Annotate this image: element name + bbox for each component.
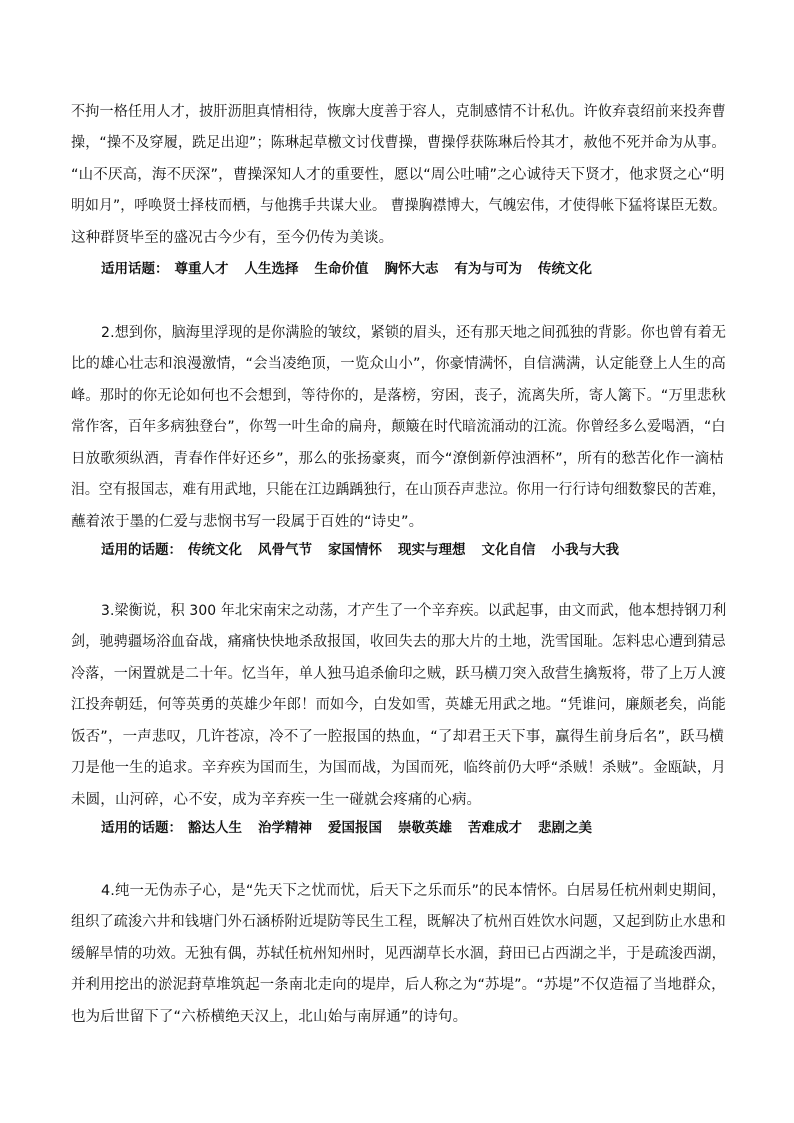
topic-label: 适用话题：: [101, 261, 169, 277]
text-line: 也为后世留下了“六桥横绝天汉上，北山始与南屏通”的诗句。: [71, 1009, 468, 1025]
text-line: 4.纯一无伪赤子心，是“先天下之忧而忧，后天下之乐而乐”的民本情怀。白居易任杭州刺史期间，: [101, 883, 727, 899]
topic-line: [101, 540, 635, 560]
topic-item: 悲剧之美: [538, 820, 592, 836]
text-line: 组织了疏浚六井和钱塘门外石涵桥附近堤防等民生工程，既解决了杭州百姓饮水问题，又起到防止水患和: [71, 914, 726, 930]
topic-item: 文化自信: [481, 542, 536, 558]
topic-item: 爱国报国: [328, 820, 382, 836]
text-line: 日放歌须纵酒，青春作伴好还乡”，那么的张扬豪爽，而今“潦倒新停浊酒杯”，所有的愁苦化作一滴枯: [71, 451, 724, 467]
text-line: 比的雄心壮志和浪漫激情，“会当凌绝顶，一览众山小”，你豪情满怀，自信满满，认定能登上人生的高: [71, 356, 726, 372]
text-line: 常作客，百年多病独登台”，你驾一叶生命的扁舟，颠簸在时代暗流涌动的江流。你曾经多么爱喝酒，“白: [71, 419, 726, 435]
topic-label: 适用的话题：: [101, 820, 182, 836]
topic-item: 治学精神: [258, 820, 312, 836]
topic-label: 适用的话题：: [101, 542, 182, 558]
topic-item: 风骨气节: [258, 542, 312, 558]
text-line: 剑，驰骋疆场浴血奋战，痛痛快快地杀敌报国，收回失去的那大片的土地，洗雪国耻。怎料忠心遭到猜忌: [71, 634, 726, 650]
topic-item: 家国情怀: [328, 542, 382, 558]
topic-item: 小我与大我: [551, 542, 619, 558]
text-line: 冷落，一闲置就是二十年。忆当年，单人独马追杀偷印之贼，跃马横刀突入敌营生擒叛将，带了上万人渡: [71, 666, 726, 682]
topic-item: 尊重人才: [174, 261, 229, 277]
text-line: 蘸着浓于墨的仁爱与悲悯书写一段属于百姓的“诗史”。: [71, 514, 424, 530]
topic-item: 豁达人生: [188, 820, 242, 836]
text-line: “山不厌高，海不厌深”，曹操深知人才的重要性，愿以“周公吐哺”之心诚待天下贤才，他求贤之心“明: [71, 167, 725, 183]
topic-line: [101, 259, 608, 279]
text-line: 峰。那时的你无论如何也不会想到，等待你的，是落榜，穷困，丧子，流离失所，寄人篱下。“万里悲秋: [71, 388, 726, 404]
text-line: 未圆，山河碎，心不安，成为辛弃疾一生一碰就会疼痛的心病。: [71, 792, 482, 808]
text-line: 操，“操不及穿履，跣足出迎”；陈琳起草檄文讨伐曹操，曹操俘获陈琳后怜其才，赦他不死并命为从事。: [71, 135, 726, 151]
topic-item: 有为与可为: [454, 261, 522, 277]
text-line: 泪。空有报国志，难有用武地，只能在江边踽踽独行，在山顶吞声悲泣。你用一行行诗句细数黎民的苦难，: [71, 482, 726, 498]
text-line: 2.想到你，脑海里浮现的是你满脸的皱纹，紧锁的眉头，还有那天地之间孤独的背影。你也曾有着无: [101, 325, 727, 341]
text-line: 明如月”，呼唤贤士择枝而栖，与他携手共谋大业。 曹操胸襟博大，气魄宏伟，才使得帐下猛将谋臣无数。: [71, 198, 727, 214]
topic-line: [101, 818, 608, 838]
text-line: 刀是他一生的追求。辛弃疾为国而生，为国而战，为国而死，临终前仍大呼“杀贼！杀贼”。金瓯缺，月: [71, 760, 726, 776]
text-line: 这种群贤毕至的盛况古今少有，至今仍传为美谈。: [71, 230, 394, 246]
topic-item: 生命价值: [314, 261, 369, 277]
topic-item: 现实与理想: [398, 542, 466, 558]
topic-item: 苦难成才: [468, 820, 522, 836]
text-line: 缓解旱情的功效。无独有偶，苏轼任杭州知州时，见西湖草长水涸，葑田已占西湖之半，于是疏浚西湖，: [71, 946, 726, 962]
text-line: 并利用挖出的淤泥葑草堆筑起一条南北走向的堤岸，后人称之为“苏堤”。“苏堤”不仅造福了当地群众，: [71, 977, 726, 993]
text-line: 江投奔朝廷，何等英勇的英雄少年郎！而如今，白发如雪，英雄无用武之地。“凭谁问，廉颇老矣，尚能: [71, 697, 726, 713]
topic-item: 传统文化: [188, 542, 242, 558]
text-line: 不拘一格任用人才，披肝沥胆真情相待，恢廓大度善于容人，克制感情不计私仇。许攸弃袁绍前来投奔曹: [71, 104, 726, 120]
text-line: 3.梁衡说，积 300 年北宋南宋之动荡，才产生了一个辛弃疾。以武起事，由文而武，他本想持钢刀利: [101, 603, 727, 619]
topic-item: 崇敬英雄: [398, 820, 452, 836]
topic-item: 传统文化: [538, 261, 592, 277]
topic-item: 人生选择: [244, 261, 299, 277]
text-line: 饭否”，一声悲叹，几许苍凉，冷不了一腔报国的热血，“了却君王天下事，赢得生前身后名”，跃马横: [71, 729, 724, 745]
topic-item: 胸怀大志: [384, 261, 439, 277]
